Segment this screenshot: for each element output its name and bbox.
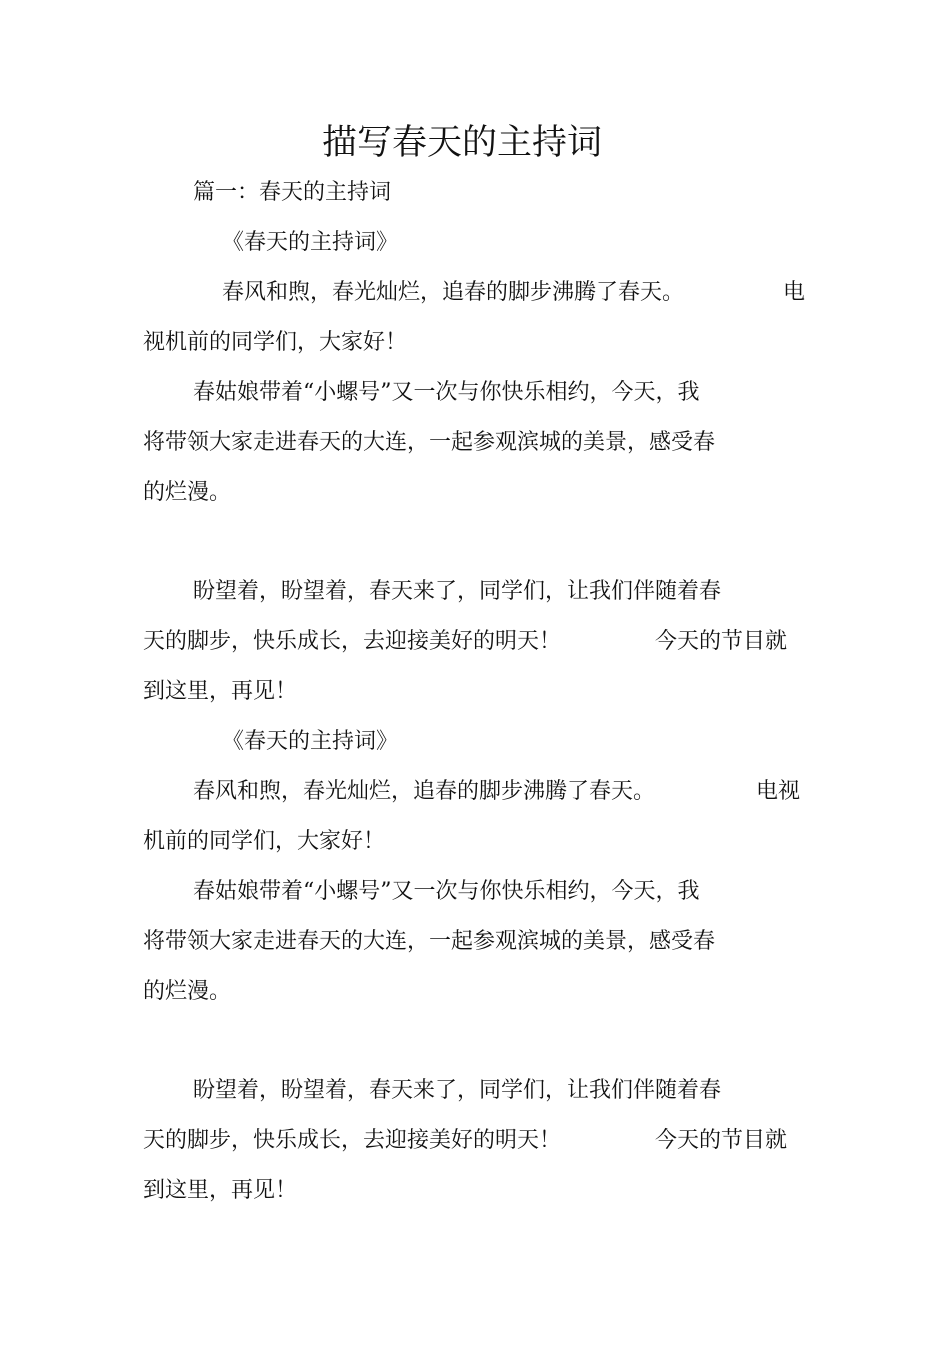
paragraph-line: 春姑娘带着“小螺号”又一次与你快乐相约，今天，我 — [193, 380, 700, 405]
paragraph-line: 电视 — [756, 779, 801, 804]
subheading: 《春天的主持词》 — [222, 230, 399, 255]
paragraph-line: 盼望着，盼望着，春天来了，同学们，让我们伴随着春 — [193, 1078, 722, 1103]
paragraph-line: 视机前的同学们，大家好！ — [143, 330, 408, 355]
paragraph-line: 春风和煦，春光灿烂，追春的脚步沸腾了春天。 — [222, 280, 685, 305]
paragraph-line: 今天的节目就 — [655, 1128, 788, 1153]
paragraph-line: 今天的节目就 — [655, 629, 788, 654]
paragraph-line: 到这里，再见！ — [143, 679, 298, 704]
paragraph-line: 天的脚步，快乐成长，去迎接美好的明天！ — [143, 629, 562, 654]
subheading: 《春天的主持词》 — [222, 729, 399, 754]
paragraph-line: 将带领大家走进春天的大连，一起参观滨城的美景，感受春 — [143, 929, 716, 954]
paragraph-line: 电 — [783, 280, 806, 305]
paragraph-line: 机前的同学们，大家好！ — [143, 829, 386, 854]
paragraph-line: 的烂漫。 — [143, 480, 232, 505]
section-heading: 篇一：春天的主持词 — [193, 180, 392, 205]
paragraph-line: 到这里，再见！ — [143, 1178, 298, 1203]
paragraph-line: 的烂漫。 — [143, 979, 232, 1004]
paragraph-line: 春姑娘带着“小螺号”又一次与你快乐相约，今天，我 — [193, 879, 700, 904]
document-title: 描写春天的主持词 — [322, 123, 603, 163]
paragraph-line: 春风和煦，春光灿烂，追春的脚步沸腾了春天。 — [193, 779, 656, 804]
paragraph-line: 将带领大家走进春天的大连，一起参观滨城的美景，感受春 — [143, 430, 716, 455]
paragraph-line: 盼望着，盼望着，春天来了，同学们，让我们伴随着春 — [193, 579, 722, 604]
paragraph-line: 天的脚步，快乐成长，去迎接美好的明天！ — [143, 1128, 562, 1153]
